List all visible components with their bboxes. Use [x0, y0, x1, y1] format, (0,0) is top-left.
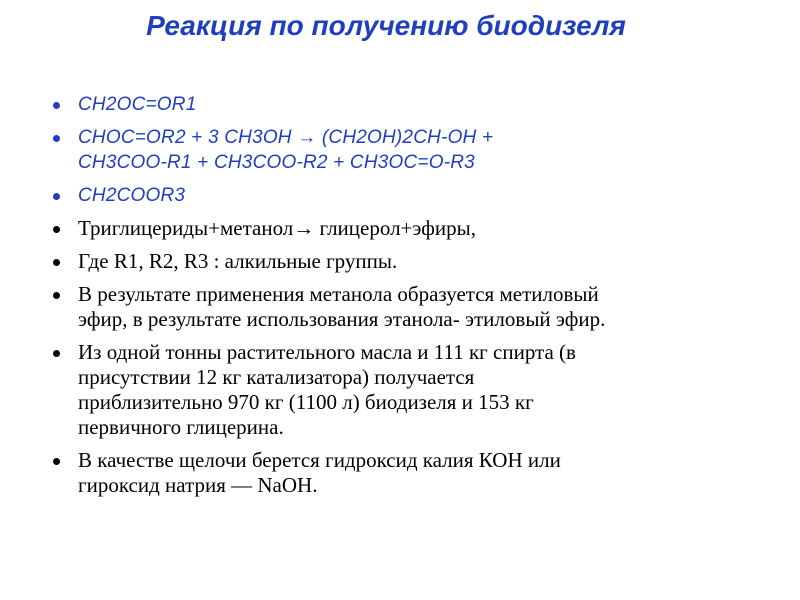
bullet-dot-icon: [53, 226, 60, 233]
bullet-item: [50, 216, 770, 241]
slide-title: Реакция по получению биодизеля: [146, 10, 626, 41]
bullet-text: В результате применения метанола образуется метиловый эфир, в результате использования этанола- этиловый эфир.: [78, 282, 606, 331]
bullet-item: [50, 448, 770, 498]
bullet-dot-icon: [53, 458, 60, 465]
bullet-item: [50, 340, 770, 440]
bullet-text: Триглицериды+метанол→ глицерол+эфиры,: [78, 216, 476, 240]
bullet-dot-icon: [53, 350, 60, 357]
bullet-dot-icon: [53, 135, 60, 142]
bullet-item: [50, 92, 770, 117]
bullet-dot-icon: [53, 102, 60, 109]
bullet-text: В качестве щелочи берется гидроксид калия КОН или гироксид натрия — NaOH.: [78, 448, 561, 497]
bullet-item: [50, 183, 770, 208]
bullet-dot-icon: [53, 193, 60, 200]
bullet-dot-icon: [53, 292, 60, 299]
bullet-text: CH2OC=OR1: [78, 94, 197, 115]
bullet-text: Где R1, R2, R3 : алкильные группы.: [78, 249, 398, 273]
bullet-dot-icon: [53, 259, 60, 266]
bullet-text: Из одной тонны растительного масла и 111 кг спирта (в присутствии 12 кг катализатора) получается приблизительно 970 кг (1100 л) биодизеля и 153 кг первичного глицерина.: [78, 340, 576, 439]
bullet-item: [50, 282, 770, 332]
bullet-item: [50, 249, 770, 274]
bullet-item: [50, 125, 770, 175]
bullet-text: CH2COOR3: [78, 185, 186, 206]
bullet-text: CHOC=OR2 + 3 CH3OH → (CH2OH)2CH-OH + CH3COO-R1 + CH3COO-R2 + CH3OC=O-R3: [78, 127, 494, 173]
bullet-list: [50, 92, 770, 506]
